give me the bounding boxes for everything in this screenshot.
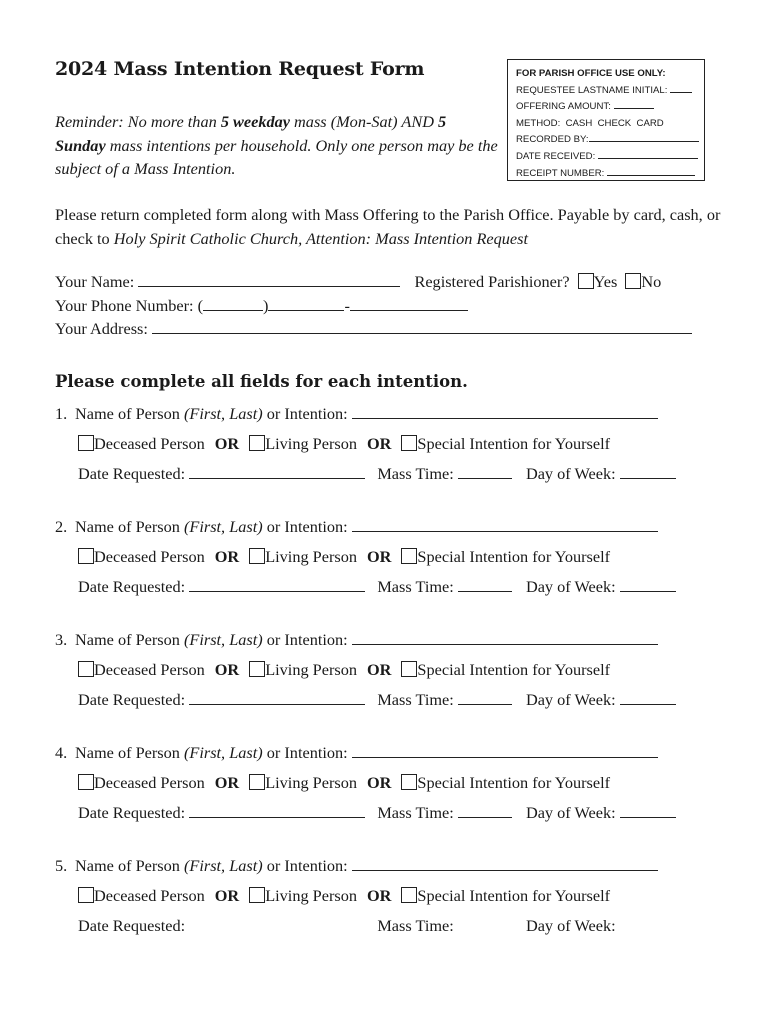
name-label: Your Name: — [55, 272, 135, 291]
intention-2-name-field[interactable] — [352, 517, 658, 532]
intention-name-label: Name of Person — [75, 404, 184, 423]
return-text: Please return completed form along with Mass Offering to the Parish Office. Payable by card, cash, or check to — [55, 205, 721, 248]
reminder-weekday-limit: 5 weekday — [220, 112, 290, 131]
reminder-text — [55, 110, 500, 181]
intention-1-date-row — [78, 464, 676, 484]
office-receipt-number — [516, 166, 704, 183]
office-offering-amount — [516, 99, 704, 116]
living-label: Living Person — [265, 886, 357, 905]
phone-area-field[interactable] — [203, 296, 263, 311]
office-method — [516, 116, 704, 133]
intention-name-suffix: or Intention: — [262, 743, 348, 762]
phone-prefix-field[interactable] — [268, 296, 344, 311]
office-recorded-label: RECORDED BY: — [516, 134, 589, 146]
intention-3-time-field[interactable] — [458, 690, 512, 705]
intention-name-label: Name of Person — [75, 630, 184, 649]
date-label: Date Requested: — [78, 916, 186, 935]
intention-name-label: Name of Person — [75, 743, 184, 762]
intention-number: 4. — [55, 743, 68, 762]
intention-4-special-checkbox[interactable] — [401, 774, 417, 790]
reminder-part2: mass (Mon-Sat) AND — [289, 112, 439, 131]
return-payee: Holy Spirit Catholic Church, Attention: Mass Intention Request — [113, 229, 528, 248]
parishioner-no-checkbox[interactable] — [625, 273, 641, 289]
intention-name-hint: (First, Last) — [183, 856, 263, 875]
contact-address-row — [55, 319, 692, 339]
intention-2-type-row — [78, 547, 610, 567]
intention-3-date-field[interactable] — [189, 690, 365, 705]
living-label: Living Person — [265, 434, 357, 453]
date-label: Date Requested: — [78, 690, 186, 709]
intention-name-suffix: or Intention: — [262, 856, 348, 875]
or-label: OR — [214, 660, 240, 679]
intention-5-name-row — [55, 856, 658, 876]
intention-3-name-row — [55, 630, 658, 650]
intention-name-label: Name of Person — [75, 856, 184, 875]
office-date-received — [516, 149, 704, 166]
intention-name-hint: (First, Last) — [183, 630, 263, 649]
office-offering-line[interactable] — [614, 99, 654, 109]
day-label: Day of Week: — [525, 577, 616, 596]
office-recorded-line[interactable] — [589, 132, 699, 142]
office-receipt-label: RECEIPT NUMBER: — [516, 167, 605, 179]
parishioner-label: Registered Parishioner? — [414, 272, 570, 291]
reminder-part1: Reminder: No more than — [55, 112, 221, 131]
intention-5-name-field[interactable] — [352, 856, 658, 871]
name-field[interactable] — [138, 272, 400, 287]
parishioner-yes-checkbox[interactable] — [578, 273, 594, 289]
intention-1-time-field[interactable] — [458, 464, 512, 479]
intention-3-date-row — [78, 690, 676, 710]
date-label: Date Requested: — [78, 577, 186, 596]
address-field[interactable] — [152, 319, 692, 334]
special-label: Special Intention for Yourself — [417, 886, 611, 905]
time-label: Mass Time: — [377, 916, 454, 935]
deceased-label: Deceased Person — [94, 773, 205, 792]
or-label: OR — [367, 660, 392, 679]
office-method-card[interactable]: CARD — [636, 117, 664, 129]
intention-4-type-row — [78, 773, 610, 793]
intention-4-date-field[interactable] — [189, 803, 365, 818]
intention-3-special-checkbox[interactable] — [401, 661, 417, 677]
phone-dash: - — [344, 296, 350, 315]
or-label: OR — [214, 547, 240, 566]
phone-line-field[interactable] — [350, 296, 468, 311]
day-label: Day of Week: — [525, 803, 616, 822]
intention-2-day-field[interactable] — [620, 577, 676, 592]
contact-phone-row — [55, 296, 468, 316]
office-recorded-by — [516, 132, 704, 149]
intention-4-name-row — [55, 743, 658, 763]
intention-3-day-field[interactable] — [620, 690, 676, 705]
special-label: Special Intention for Yourself — [417, 434, 611, 453]
intention-4-date-row — [78, 803, 676, 823]
intention-1-name-row — [55, 404, 658, 424]
intention-4-living-checkbox[interactable] — [249, 774, 265, 790]
intention-1-day-field[interactable] — [620, 464, 676, 479]
intention-number: 1. — [55, 404, 68, 423]
or-label: OR — [367, 886, 392, 905]
parishioner-no-label: No — [641, 272, 662, 291]
intention-4-name-field[interactable] — [352, 743, 658, 758]
intention-5-living-checkbox[interactable] — [249, 887, 265, 903]
intention-name-hint: (First, Last) — [183, 517, 263, 536]
intention-4-day-field[interactable] — [620, 803, 676, 818]
office-method-label: METHOD: — [516, 117, 561, 129]
deceased-label: Deceased Person — [94, 547, 205, 566]
office-requestee-line[interactable] — [670, 83, 692, 93]
form-title: 2024 Mass Intention Request Form — [55, 58, 425, 80]
intention-number: 3. — [55, 630, 68, 649]
intention-1-special-checkbox[interactable] — [401, 435, 417, 451]
time-label: Mass Time: — [377, 577, 454, 596]
intention-2-special-checkbox[interactable] — [401, 548, 417, 564]
office-requestee-label: REQUESTEE LASTNAME INITIAL: — [516, 84, 668, 96]
phone-label: Your Phone Number: ( — [55, 296, 204, 315]
time-label: Mass Time: — [377, 690, 454, 709]
time-label: Mass Time: — [377, 464, 454, 483]
intention-4-time-field[interactable] — [458, 803, 512, 818]
contact-name-row — [55, 272, 661, 292]
intention-1-type-row — [78, 434, 610, 454]
intention-2-living-checkbox[interactable] — [249, 548, 265, 564]
intention-3-name-field[interactable] — [352, 630, 658, 645]
office-date-line[interactable] — [598, 149, 698, 159]
deceased-label: Deceased Person — [94, 434, 205, 453]
intention-5-special-checkbox[interactable] — [401, 887, 417, 903]
intention-name-hint: (First, Last) — [183, 404, 263, 423]
intention-1-name-field[interactable] — [352, 404, 658, 419]
living-label: Living Person — [265, 547, 357, 566]
intention-2-date-row — [78, 577, 676, 597]
day-label: Day of Week: — [525, 916, 616, 935]
office-receipt-line[interactable] — [607, 166, 695, 176]
office-offering-label: OFFERING AMOUNT: — [516, 101, 611, 113]
intention-2-date-field[interactable] — [189, 577, 365, 592]
intention-5-type-row — [78, 886, 610, 906]
deceased-label: Deceased Person — [94, 660, 205, 679]
intention-5-date-row — [78, 916, 616, 936]
office-heading: FOR PARISH OFFICE USE ONLY: — [516, 68, 666, 79]
intention-2-time-field[interactable] — [458, 577, 512, 592]
intention-3-type-row — [78, 660, 610, 680]
return-instructions — [55, 203, 725, 251]
intention-name-label: Name of Person — [75, 517, 184, 536]
reminder-sunday-limit: 5 Sunday — [55, 112, 447, 155]
address-label: Your Address: — [55, 319, 148, 338]
intention-5-deceased-checkbox[interactable] — [78, 887, 94, 903]
or-label: OR — [214, 886, 240, 905]
living-label: Living Person — [265, 660, 357, 679]
intention-number: 2. — [55, 517, 68, 536]
parish-office-box — [507, 59, 705, 181]
deceased-label: Deceased Person — [94, 886, 205, 905]
intention-3-deceased-checkbox[interactable] — [78, 661, 94, 677]
intentions-instructions: Please complete all fields for each intention. — [55, 372, 468, 391]
office-date-label: DATE RECEIVED: — [516, 150, 596, 162]
parishioner-yes-label: Yes — [593, 272, 618, 291]
special-label: Special Intention for Yourself — [417, 547, 611, 566]
office-method-cash[interactable]: CASH — [565, 117, 593, 129]
special-label: Special Intention for Yourself — [417, 773, 611, 792]
intention-4-deceased-checkbox[interactable] — [78, 774, 94, 790]
or-label: OR — [367, 547, 392, 566]
intention-3-living-checkbox[interactable] — [249, 661, 265, 677]
or-label: OR — [214, 434, 240, 453]
or-label: OR — [367, 434, 392, 453]
intention-1-date-field[interactable] — [189, 464, 365, 479]
intention-name-suffix: or Intention: — [262, 517, 348, 536]
or-label: OR — [214, 773, 240, 792]
day-label: Day of Week: — [525, 464, 616, 483]
special-label: Special Intention for Yourself — [417, 660, 611, 679]
office-method-check[interactable]: CHECK — [597, 117, 632, 129]
or-label: OR — [367, 773, 392, 792]
intention-name-hint: (First, Last) — [183, 743, 263, 762]
intention-2-deceased-checkbox[interactable] — [78, 548, 94, 564]
intention-2-name-row — [55, 517, 658, 537]
date-label: Date Requested: — [78, 803, 186, 822]
intention-name-suffix: or Intention: — [262, 404, 348, 423]
office-requestee-initial — [516, 83, 704, 100]
time-label: Mass Time: — [377, 803, 454, 822]
day-label: Day of Week: — [525, 690, 616, 709]
living-label: Living Person — [265, 773, 357, 792]
reminder-part3: mass intentions per household. Only one person may be the subject of a Mass Intention. — [55, 135, 498, 178]
phone-close-paren: ) — [263, 296, 269, 315]
intention-1-deceased-checkbox[interactable] — [78, 435, 94, 451]
intention-name-suffix: or Intention: — [262, 630, 348, 649]
intention-1-living-checkbox[interactable] — [249, 435, 265, 451]
date-label: Date Requested: — [78, 464, 186, 483]
intention-number: 5. — [55, 856, 68, 875]
